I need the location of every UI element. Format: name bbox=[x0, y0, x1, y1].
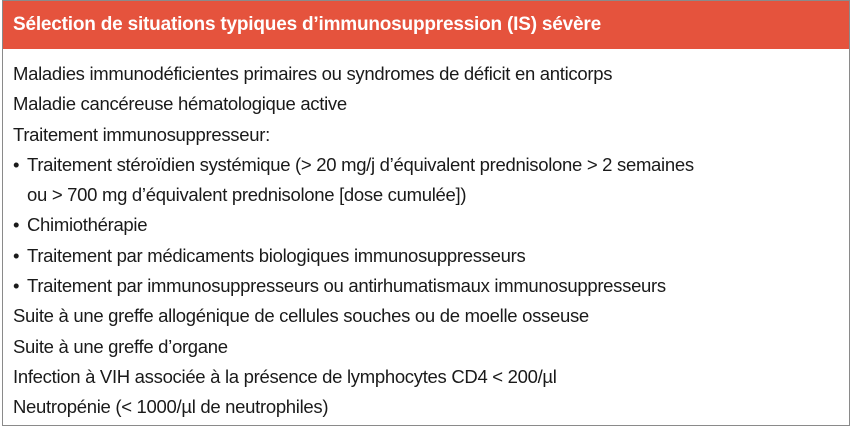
box-header bbox=[3, 1, 849, 49]
list-item bbox=[13, 362, 849, 392]
bullet-icon: • bbox=[13, 244, 20, 266]
bullet-item bbox=[13, 241, 849, 271]
list-item-text: Infection à VIH associée à la présence de lymphocytes CD4 < 200/µl bbox=[13, 365, 557, 387]
list-item bbox=[13, 89, 849, 119]
bullet-icon: • bbox=[13, 214, 20, 236]
list-item-text: Maladies immunodéficientes primaires ou syndromes de déficit en anticorps bbox=[13, 63, 613, 84]
list-item-text: Neutropénie (< 1000/µl de neutrophiles) bbox=[13, 396, 329, 418]
list-item bbox=[13, 301, 849, 331]
list-item-text: Maladie cancéreuse hématologique active bbox=[13, 93, 347, 115]
list-item-text: Suite à une greffe d’organe bbox=[13, 335, 228, 357]
list-item bbox=[13, 392, 849, 422]
bullet-item bbox=[13, 271, 849, 301]
list-item-text: ou > 700 mg d’équivalent prednisolone [dose cumulée]) bbox=[27, 184, 467, 206]
list-item-text: Traitement par médicaments biologiques immunosuppresseurs bbox=[27, 244, 526, 266]
list-item-text: Traitement stéroïdien systémique (> 20 mg/j d’équivalent prednisolone > 2 semaines bbox=[27, 153, 694, 175]
bullet-item-continuation bbox=[13, 180, 849, 210]
list-item-text: Chimiothérapie bbox=[27, 214, 148, 236]
list-item bbox=[13, 332, 849, 362]
list-item-text: Traitement par immunosuppresseurs ou antirhumatismaux immunosuppresseurs bbox=[27, 275, 666, 297]
box-title: Sélection de situations typiques d’immunosuppression (IS) sévère bbox=[13, 14, 601, 35]
bullet-icon: • bbox=[13, 153, 20, 175]
list-item bbox=[13, 120, 849, 150]
list-item bbox=[13, 59, 849, 89]
list-item-text: Traitement immunosuppresseur: bbox=[13, 123, 270, 145]
list-item-text: Suite à une greffe allogénique de cellules souches ou de moelle osseuse bbox=[13, 305, 589, 327]
bullet-icon: • bbox=[13, 275, 20, 297]
bullet-item bbox=[13, 210, 849, 240]
bullet-item bbox=[13, 150, 849, 180]
info-box bbox=[2, 0, 850, 426]
box-content bbox=[3, 49, 849, 423]
